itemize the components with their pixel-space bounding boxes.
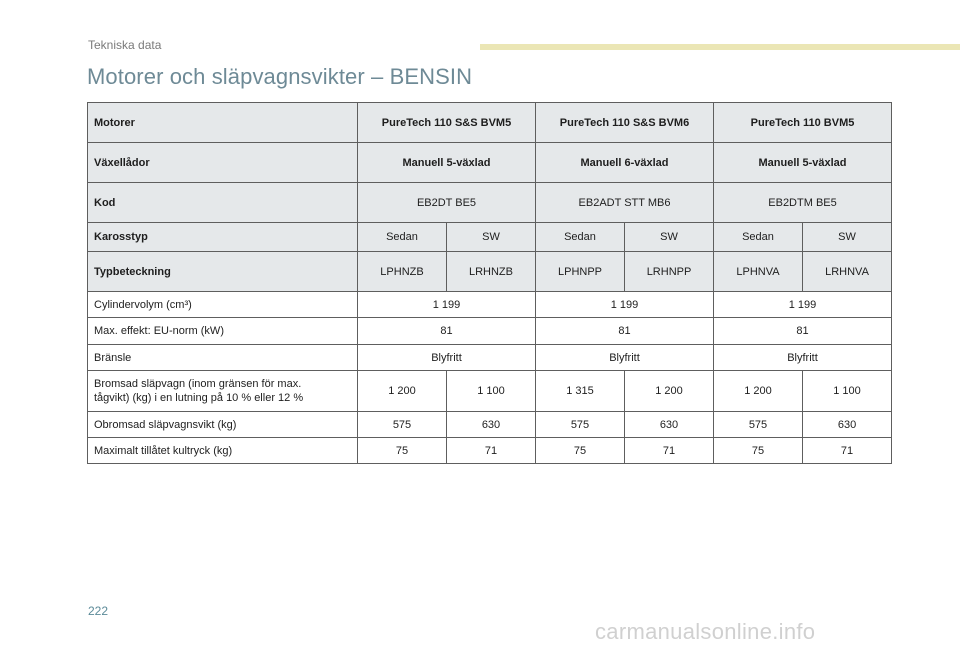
engine-spec-table	[87, 102, 892, 464]
cell-max-nose-weight-5: 75	[714, 438, 803, 464]
page-title: Motorer och släpvagnsvikter – BENSIN	[87, 64, 473, 89]
row-label-motor: Motorer	[88, 103, 358, 143]
table-row-code	[88, 183, 892, 223]
row-label-braked-trailer	[88, 371, 358, 412]
cell-unbraked-trailer-6: 630	[803, 412, 892, 438]
cell-body-type-5: Sedan	[714, 223, 803, 252]
table-row-braked-trailer	[88, 371, 892, 412]
cell-type-designation-6: LRHNVA	[803, 252, 892, 292]
cell-type-designation-1: LPHNZB	[358, 252, 447, 292]
cell-type-designation-4: LRHNPP	[625, 252, 714, 292]
table-row-body-type	[88, 223, 892, 252]
cell-unbraked-trailer-1: 575	[358, 412, 447, 438]
cell-max-power-3: 81	[714, 318, 892, 345]
row-label-body-type: Karosstyp	[88, 223, 358, 252]
cell-unbraked-trailer-3: 575	[536, 412, 625, 438]
cell-displacement-1: 1 199	[358, 292, 536, 318]
cell-body-type-6: SW	[803, 223, 892, 252]
cell-max-nose-weight-1: 75	[358, 438, 447, 464]
cell-displacement-2: 1 199	[536, 292, 714, 318]
cell-unbraked-trailer-2: 630	[447, 412, 536, 438]
cell-braked-trailer-3: 1 315	[536, 371, 625, 412]
cell-braked-trailer-4: 1 200	[625, 371, 714, 412]
row-label-type-designation: Typbeteckning	[88, 252, 358, 292]
cell-max-power-1: 81	[358, 318, 536, 345]
table-row-type-designation	[88, 252, 892, 292]
cell-unbraked-trailer-5: 575	[714, 412, 803, 438]
cell-code-1: EB2DT BE5	[358, 183, 536, 223]
table-row-max-nose-weight	[88, 438, 892, 464]
cell-motor-2: PureTech 110 S&S BVM6	[536, 103, 714, 143]
row-label-code: Kod	[88, 183, 358, 223]
cell-braked-trailer-1: 1 200	[358, 371, 447, 412]
cell-max-nose-weight-6: 71	[803, 438, 892, 464]
cell-displacement-3: 1 199	[714, 292, 892, 318]
cell-code-3: EB2DTM BE5	[714, 183, 892, 223]
cell-gearbox-3: Manuell 5-växlad	[714, 143, 892, 183]
table-row-gearbox	[88, 143, 892, 183]
table-row-motor	[88, 103, 892, 143]
cell-code-2: EB2ADT STT MB6	[536, 183, 714, 223]
table-row-max-power	[88, 318, 892, 345]
cell-fuel-1: Blyfritt	[358, 345, 536, 371]
cell-braked-trailer-2: 1 100	[447, 371, 536, 412]
cell-type-designation-3: LPHNPP	[536, 252, 625, 292]
row-label-unbraked-trailer: Obromsad släpvagnsvikt (kg)	[88, 412, 358, 438]
cell-max-nose-weight-3: 75	[536, 438, 625, 464]
table-row-fuel	[88, 345, 892, 371]
table-row-displacement	[88, 292, 892, 318]
cell-type-designation-5: LPHNVA	[714, 252, 803, 292]
cell-body-type-1: Sedan	[358, 223, 447, 252]
cell-body-type-2: SW	[447, 223, 536, 252]
cell-gearbox-1: Manuell 5-växlad	[358, 143, 536, 183]
row-label-fuel: Bränsle	[88, 345, 358, 371]
row-label-gearbox: Växellådor	[88, 143, 358, 183]
row-label-displacement: Cylindervolym (cm³)	[88, 292, 358, 318]
section-header-bar	[480, 44, 960, 50]
cell-fuel-2: Blyfritt	[536, 345, 714, 371]
cell-max-nose-weight-4: 71	[625, 438, 714, 464]
table-row-unbraked-trailer	[88, 412, 892, 438]
section-label: Tekniska data	[88, 38, 162, 52]
cell-gearbox-2: Manuell 6-växlad	[536, 143, 714, 183]
row-label-braked-trailer-line2: tågvikt) (kg) i en lutning på 10 % eller 12 %	[94, 392, 304, 404]
cell-motor-3: PureTech 110 BVM5	[714, 103, 892, 143]
row-label-max-nose-weight: Maximalt tillåtet kultryck (kg)	[88, 438, 358, 464]
cell-braked-trailer-5: 1 200	[714, 371, 803, 412]
cell-type-designation-2: LRHNZB	[447, 252, 536, 292]
cell-body-type-3: Sedan	[536, 223, 625, 252]
row-label-braked-trailer-line1: Bromsad släpvagn (inom gränsen för max.	[94, 378, 302, 390]
watermark: carmanualsonline.info	[595, 619, 816, 644]
cell-max-nose-weight-2: 71	[447, 438, 536, 464]
cell-braked-trailer-6: 1 100	[803, 371, 892, 412]
row-label-max-power: Max. effekt: EU-norm (kW)	[88, 318, 358, 345]
page-number: 222	[88, 604, 109, 618]
cell-max-power-2: 81	[536, 318, 714, 345]
cell-unbraked-trailer-4: 630	[625, 412, 714, 438]
cell-motor-1: PureTech 110 S&S BVM5	[358, 103, 536, 143]
cell-fuel-3: Blyfritt	[714, 345, 892, 371]
cell-body-type-4: SW	[625, 223, 714, 252]
